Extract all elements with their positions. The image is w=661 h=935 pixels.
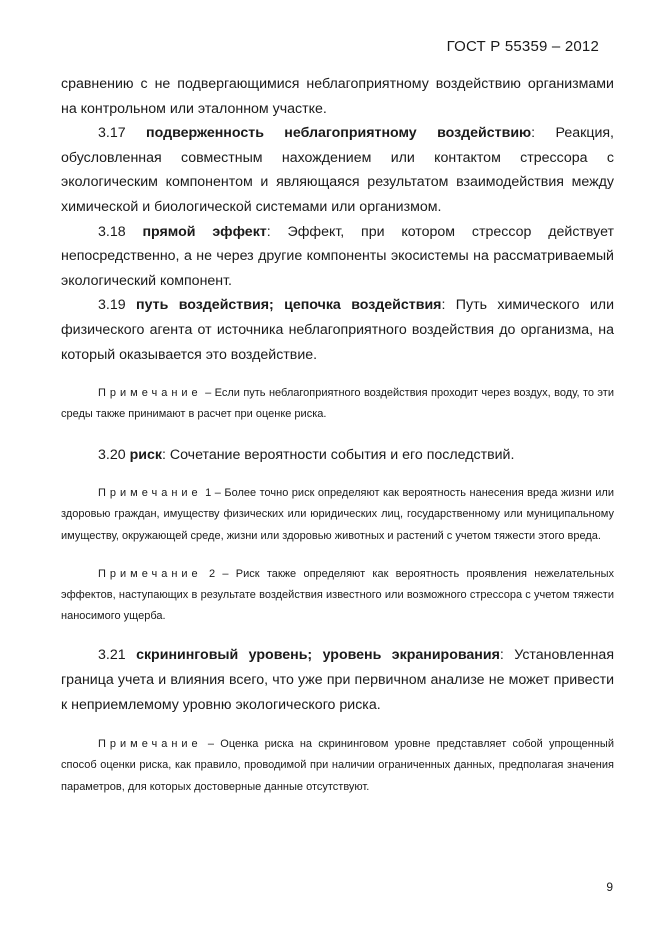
definition-3-20 bbox=[61, 443, 614, 468]
definition-number: 3.18 bbox=[98, 223, 126, 240]
definition-term: подверженность неблагоприятному воздействию bbox=[146, 125, 532, 142]
note-label: Примечание bbox=[98, 567, 202, 580]
definition-number: 3.19 bbox=[98, 297, 126, 314]
note-text: – Оценка риска на скрининговом уровне представляет собой упрощенный способ оценки риска, как правило, проводимой при наличии ограниченных данных, предполагая значения параметров, для которых достоверные данные отсутствуют. bbox=[61, 738, 614, 793]
document-body bbox=[61, 72, 614, 798]
note-text: 2 – Риск также определяют как вероятность проявления нежелательных эффектов, наступающих в результате воздействия известного или возможного стрессора с учетом тяжести наносимого ущерба. bbox=[61, 567, 614, 623]
definition-number: 3.17 bbox=[98, 125, 126, 142]
note-3-20-1 bbox=[61, 483, 614, 547]
note-label: Примечание bbox=[98, 738, 202, 751]
paragraph-continuation: сравнению с не подвергающимися неблагоприятному воздействию организмами на контрольном или эталонном участке. bbox=[61, 76, 614, 117]
definition-term: прямой эффект bbox=[142, 223, 267, 240]
page-number: 9 bbox=[606, 880, 613, 894]
definition-number: 3.20 bbox=[98, 446, 126, 463]
document-code: ГОСТ Р 55359 – 2012 bbox=[446, 38, 599, 55]
definition-number: 3.21 bbox=[98, 647, 126, 664]
definition-3-17 bbox=[61, 121, 614, 219]
note-3-21 bbox=[61, 734, 614, 798]
definition-term: риск bbox=[129, 446, 162, 463]
note-label: Примечание bbox=[98, 487, 202, 500]
definition-3-19 bbox=[61, 293, 614, 367]
note-label: Примечание bbox=[98, 387, 202, 400]
definition-term: скрининговый уровень; уровень экранирования bbox=[136, 647, 500, 664]
note-text: – Если путь неблагоприятного воздействия проходит через воздух, воду, то эти среды также принимают в расчет при оценке риска. bbox=[61, 387, 614, 421]
note-3-19 bbox=[61, 383, 614, 425]
definition-3-21 bbox=[61, 643, 614, 717]
definition-text: : Сочетание вероятности события и его последствий. bbox=[161, 446, 515, 463]
definition-term: путь воздействия; цепочка воздействия bbox=[136, 297, 442, 314]
definition-text: : Реакция, обусловленная совместным нахождением или контактом стрессора с экологическим компонентом и являющаяся результатом взаимодействия между химической и биологической системами или организмом. bbox=[61, 125, 614, 215]
note-3-20-2 bbox=[61, 564, 614, 628]
definition-text: : Путь химического или физического агента от источника неблагоприятного воздействия до организма, на который оказывается это воздействие. bbox=[61, 297, 614, 363]
definition-text: : Установленная граница учета и влияния всего, что уже при первичном анализе не может привести к неприемлемому уровню экологического риска. bbox=[61, 647, 614, 713]
note-text: 1 – Более точно риск определяют как вероятность нанесения вреда жизни или здоровью граждан, имуществу физических или юридических лиц, государственному или муниципальному имуществу, окружающей среде, жизни или здоровью животных и растений с учетом тяжести этого вреда. bbox=[61, 487, 614, 542]
definition-3-18 bbox=[61, 220, 614, 294]
definition-text: : Эффект, при котором стрессор действует непосредственно, а не через другие компоненты экосистемы на рассматриваемый экологический компонент. bbox=[61, 223, 614, 289]
